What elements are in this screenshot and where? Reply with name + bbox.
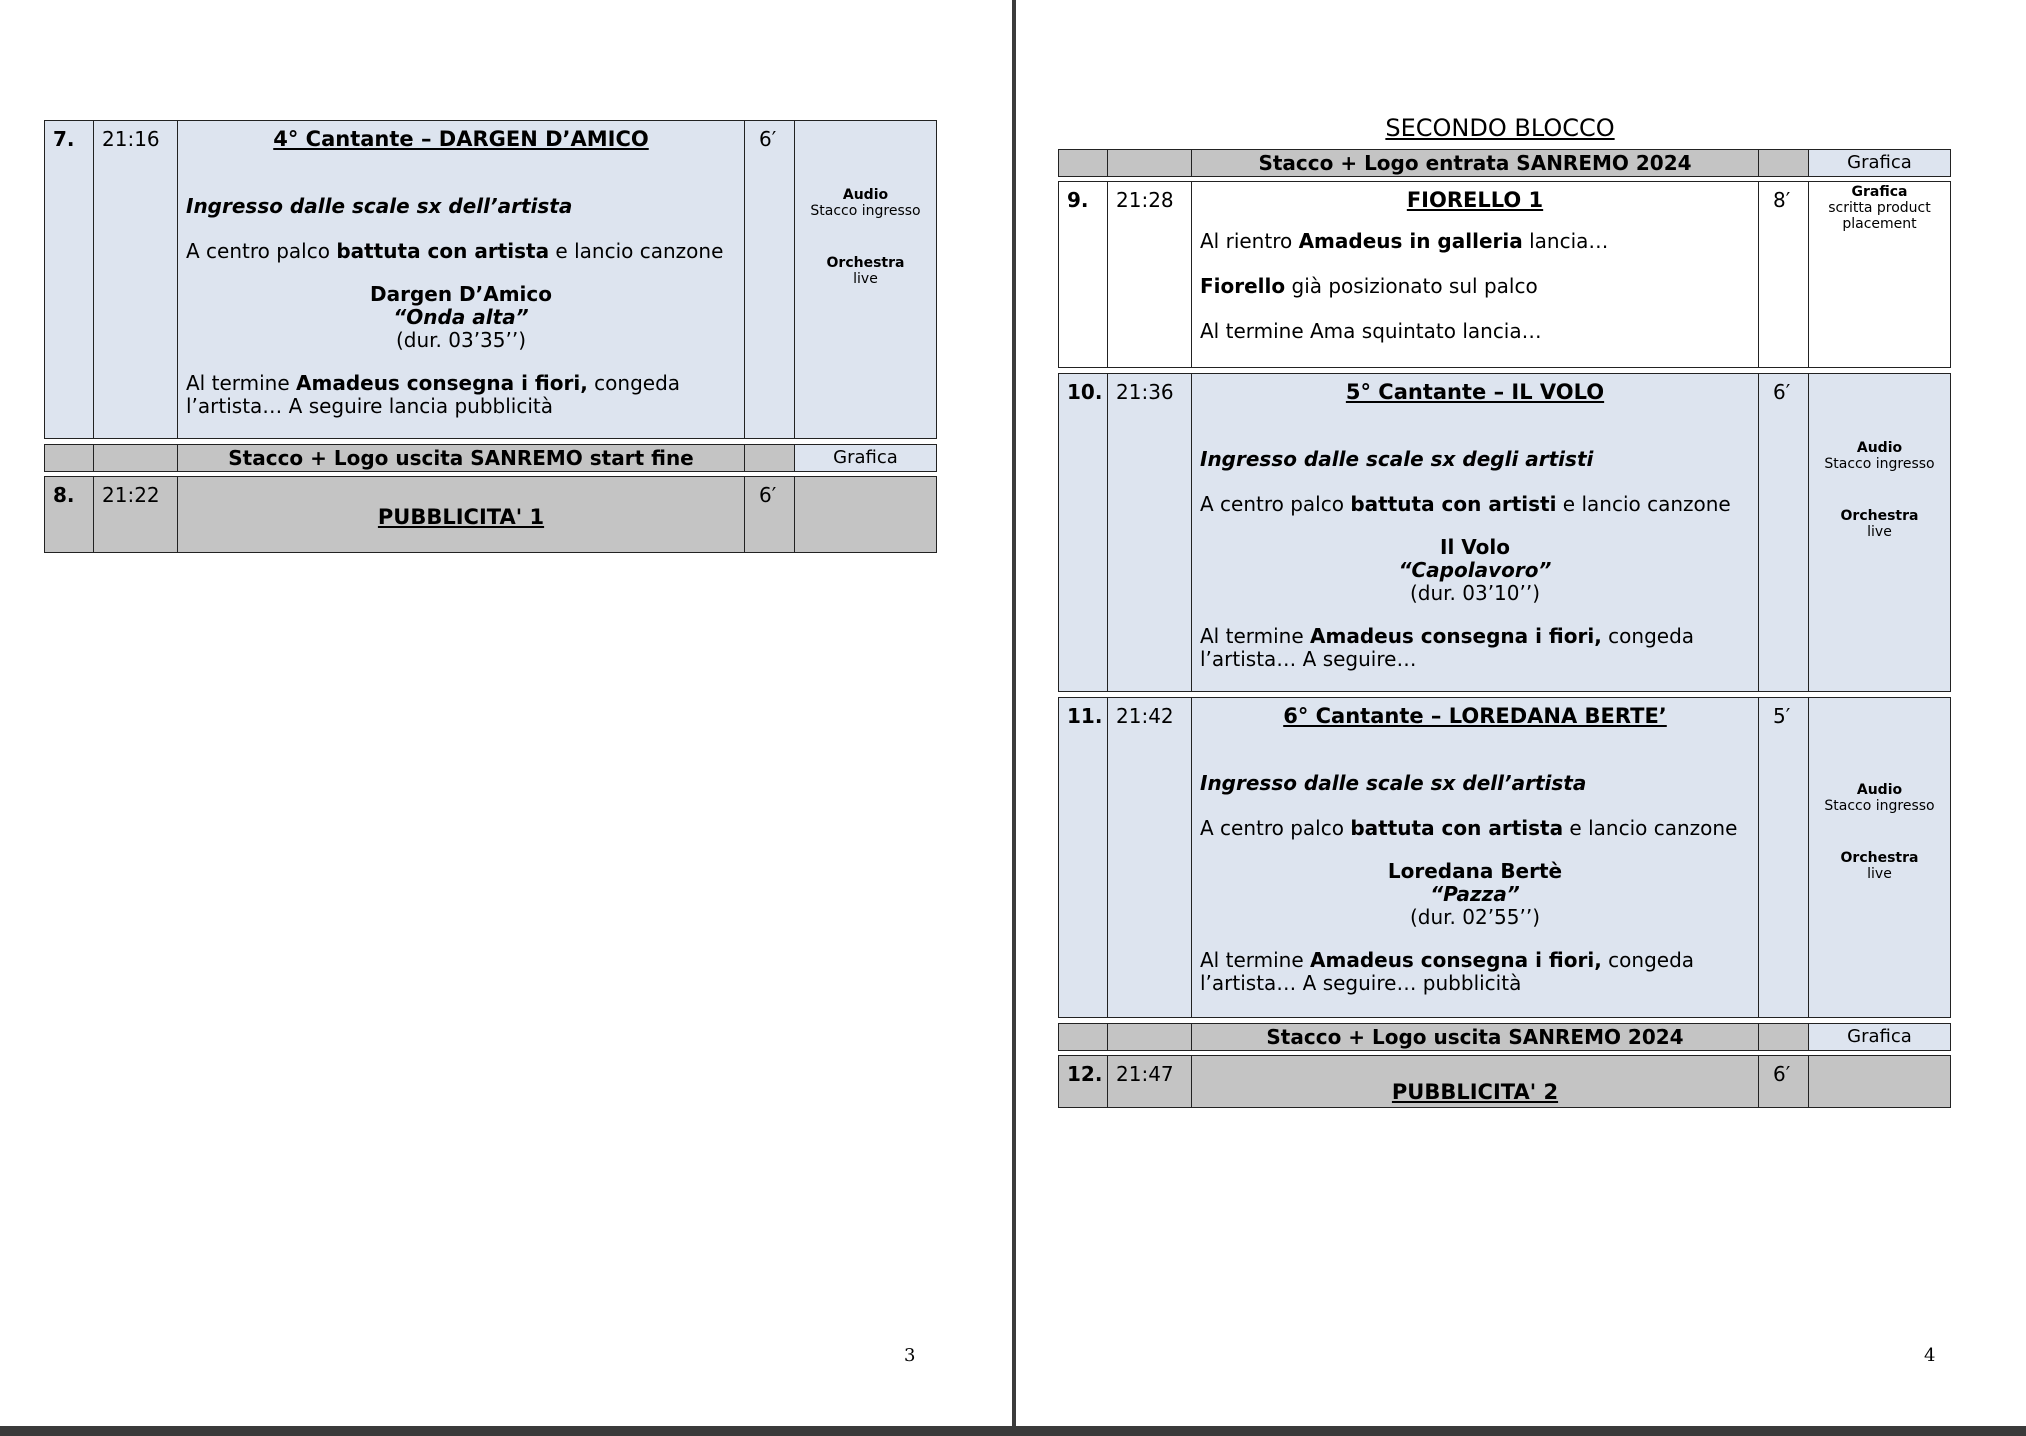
instruction-2: Fiorello già posizionato sul palco (1200, 274, 1538, 298)
row-tech-notes (795, 121, 937, 439)
row-duration: 8′ (1759, 182, 1809, 368)
orchestra-title: Orchestra (1840, 850, 1919, 866)
block-title: SECONDO BLOCCO (1385, 114, 1615, 142)
entry-instruction: Ingresso dalle scale sx degli artisti (1200, 447, 1594, 471)
row-number: 11. (1059, 698, 1108, 1018)
row-content (1192, 698, 1759, 1018)
row-tech-notes (1809, 698, 1951, 1018)
page-number: 3 (904, 1345, 916, 1366)
row-duration: 6′ (745, 121, 795, 439)
table-row (45, 445, 937, 472)
bar-label: Stacco + Logo uscita SANREMO 2024 (1192, 1024, 1759, 1051)
page-3 (0, 0, 1012, 1426)
orchestra-sub: live (1867, 866, 1892, 882)
grafica-title: Grafica (1851, 184, 1908, 200)
table-row (1059, 698, 1951, 1018)
stacco-bar (44, 444, 937, 472)
row-time: 21:28 (1108, 182, 1192, 368)
row-number: 12. (1059, 1056, 1108, 1108)
row-time: 21:22 (94, 477, 178, 553)
row-number: 8. (45, 477, 94, 553)
row-tech-notes (1809, 182, 1951, 368)
table-row (45, 121, 937, 439)
table-row (1059, 374, 1951, 692)
row-duration: 6′ (745, 477, 795, 553)
row-duration: 5′ (1759, 698, 1809, 1018)
audio-title: Audio (1856, 782, 1903, 798)
row-time: 21:16 (94, 121, 178, 439)
segment-heading: FIORELLO 1 (1406, 188, 1544, 212)
table-row (45, 477, 937, 553)
page-number: 4 (1924, 1345, 1936, 1366)
row-8-table (44, 476, 937, 553)
row-content (1192, 374, 1759, 692)
orchestra-title: Orchestra (1840, 508, 1919, 524)
end-instruction-2: l’artista… A seguire… pubblicità (1200, 971, 1522, 995)
row-time: 21:47 (1108, 1056, 1192, 1108)
stacco-bar-bottom (1058, 1023, 1951, 1051)
segment-heading: PUBBLICITA' 2 (1391, 1080, 1559, 1104)
stacco-bar-top (1058, 149, 1951, 177)
orchestra-sub: live (1867, 524, 1892, 540)
instruction-1: Al rientro Amadeus in galleria lancia… (1200, 229, 1609, 253)
row-number: 9. (1059, 182, 1108, 368)
page-4 (1016, 0, 2026, 1426)
table-row (1059, 150, 1951, 177)
bar-side: Grafica (795, 445, 937, 472)
end-instruction-2: l’artista… A seguire lancia pubblicità (186, 394, 553, 418)
artist-name: Loredana Bertè (1387, 859, 1563, 883)
stage-instruction: A centro palco battuta con artista e lancio canzone (1200, 816, 1738, 840)
end-instruction: Al termine Amadeus consegna i fiori, congeda (1200, 948, 1695, 972)
audio-sub: Stacco ingresso (1824, 456, 1935, 472)
row-duration: 6′ (1759, 374, 1809, 692)
artist-name: Dargen D’Amico (369, 282, 552, 306)
segment-heading: 4° Cantante – DARGEN D’AMICO (273, 127, 649, 151)
table-row (1059, 1056, 1951, 1108)
bar-side: Grafica (1809, 1024, 1951, 1051)
end-instruction-2: l’artista… A seguire… (1200, 647, 1417, 671)
instruction-3: Al termine Ama squintato lancia… (1200, 319, 1542, 343)
row-content (1192, 182, 1759, 368)
row-content (178, 121, 745, 439)
song-duration: (dur. 03’35’’) (395, 328, 527, 352)
row-number: 10. (1059, 374, 1108, 692)
row-11-table (1058, 697, 1951, 1018)
row-7-table (44, 120, 937, 439)
bar-label: Stacco + Logo uscita SANREMO start fine (178, 445, 745, 472)
audio-title: Audio (1856, 440, 1903, 456)
row-content (1192, 1056, 1759, 1108)
segment-heading: 6° Cantante – LOREDANA BERTE’ (1283, 704, 1667, 728)
row-number: 7. (45, 121, 94, 439)
song-duration: (dur. 02’55’’) (1409, 905, 1541, 929)
entry-instruction: Ingresso dalle scale sx dell’artista (186, 194, 573, 218)
bar-side: Grafica (1809, 150, 1951, 177)
orchestra-sub: live (853, 271, 878, 287)
grafica-sub: scritta product placement (1828, 200, 1931, 232)
viewer-bottom-bar (0, 1426, 2026, 1436)
segment-heading: 5° Cantante – IL VOLO (1345, 380, 1605, 404)
table-row (1059, 1024, 1951, 1051)
stage-instruction: A centro palco battuta con artista e lancio canzone (186, 239, 724, 263)
audio-sub: Stacco ingresso (1824, 798, 1935, 814)
orchestra-title: Orchestra (826, 255, 905, 271)
artist-name: Il Volo (1440, 535, 1510, 559)
row-time: 21:36 (1108, 374, 1192, 692)
stage-instruction: A centro palco battuta con artisti e lancio canzone (1200, 492, 1731, 516)
song-title: “Onda alta” (393, 305, 529, 329)
row-10-table (1058, 373, 1951, 692)
row-duration: 6′ (1759, 1056, 1809, 1108)
row-tech-notes (1809, 374, 1951, 692)
audio-title: Audio (842, 187, 889, 203)
song-duration: (dur. 03’10’’) (1409, 581, 1541, 605)
song-title: “Capolavoro” (1398, 558, 1552, 582)
bar-label: Stacco + Logo entrata SANREMO 2024 (1192, 150, 1759, 177)
row-9-table (1058, 181, 1951, 368)
row-content (178, 477, 745, 553)
table-row (1059, 182, 1951, 368)
song-title: “Pazza” (1430, 882, 1520, 906)
audio-sub: Stacco ingresso (810, 203, 921, 219)
end-instruction: Al termine Amadeus consegna i fiori, congeda (186, 371, 681, 395)
row-12-table (1058, 1055, 1951, 1108)
end-instruction: Al termine Amadeus consegna i fiori, congeda (1200, 624, 1695, 648)
segment-heading: PUBBLICITA' 1 (377, 505, 545, 529)
entry-instruction: Ingresso dalle scale sx dell’artista (1200, 771, 1587, 795)
row-time: 21:42 (1108, 698, 1192, 1018)
